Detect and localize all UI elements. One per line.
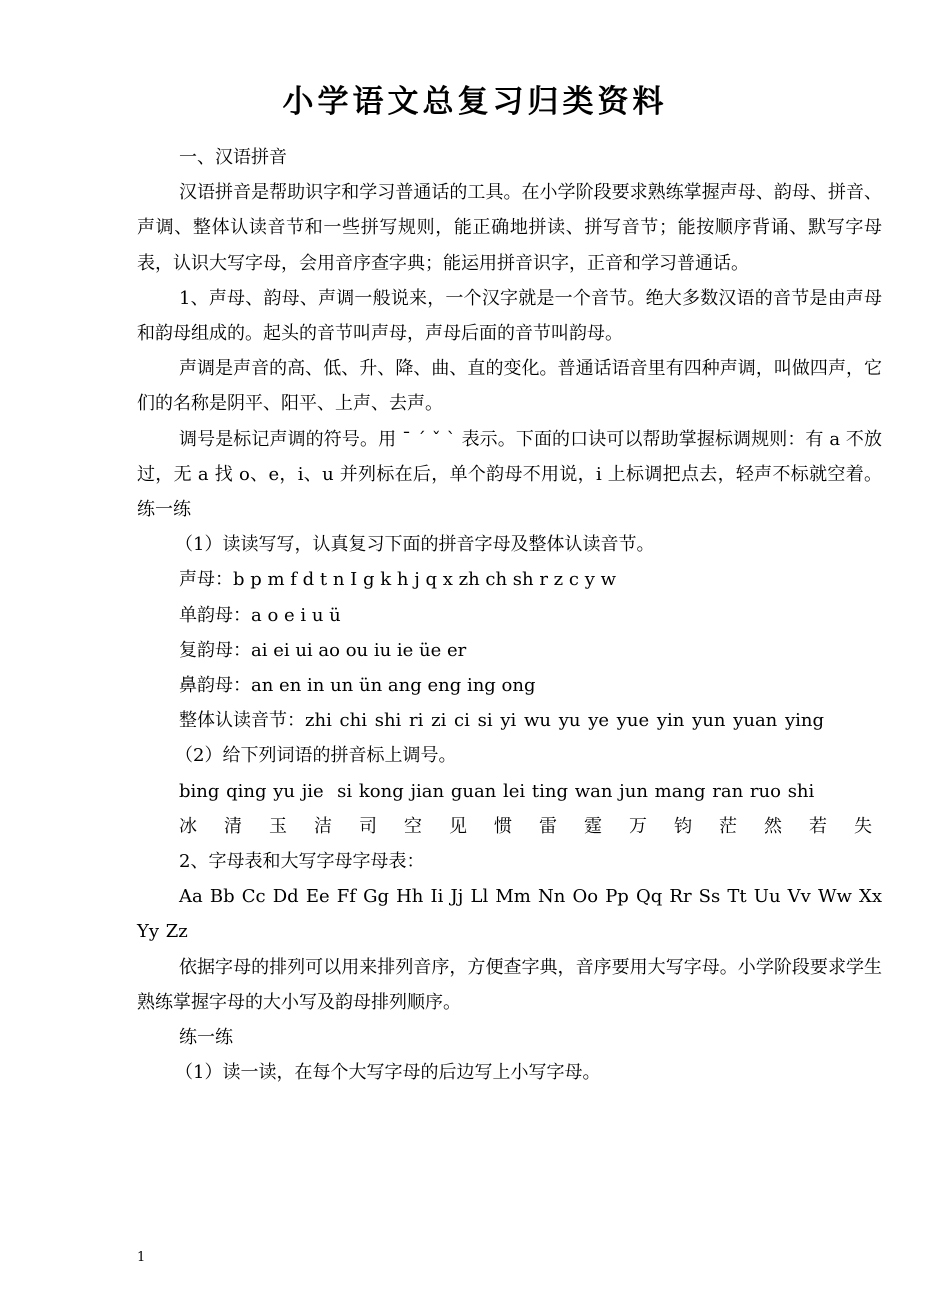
hanzi-char: 司 xyxy=(359,815,377,837)
hanzi-char: 失 xyxy=(854,815,872,837)
hanzi-char: 万 xyxy=(629,815,647,837)
document-body xyxy=(137,140,882,1090)
practice-heading: 练一练 xyxy=(179,1027,233,1049)
hanzi-char: 雷 xyxy=(539,815,557,837)
hanzi-char: 霆 xyxy=(584,815,602,837)
hanzi-char: 钧 xyxy=(674,815,692,837)
hanzi-char: 若 xyxy=(809,815,827,837)
hanzi-char: 空 xyxy=(404,815,422,837)
hanzi-char: 清 xyxy=(224,815,242,837)
section-heading-pinyin: 一、汉语拼音 xyxy=(179,147,287,168)
list-nasal-finals: 鼻韵母：an en in un ün ang eng ing ong xyxy=(179,675,536,697)
list-simple-finals: 单韵母：a o e i u ü xyxy=(179,604,341,626)
pinyin-words-line: bing qing yu jie si kong jian guan lei ting wan jun mang ran ruo shi xyxy=(179,780,815,802)
hanzi-char: 洁 xyxy=(314,815,332,837)
hanzi-char: 惯 xyxy=(494,815,512,837)
page-number: 1 xyxy=(137,1250,146,1265)
exercise-2-heading: （2）给下列词语的拼音标上调号。 xyxy=(175,745,457,767)
hanzi-char: 见 xyxy=(449,815,467,837)
exercise-read-write-heading: （1）读一读，在每个大写字母的后边写上小写字母。 xyxy=(175,1062,601,1084)
hanzi-char: 茫 xyxy=(719,815,737,837)
list-whole-syllables: 整体认读音节：zhi chi shi ri zi ci si yi wu yu ye yue yin yun yuan ying xyxy=(179,710,825,732)
alphabet-line: Aa Bb Cc Dd Ee Ff Gg Hh Ii Jj Ll Mm Nn Oo Pp Qq Rr Ss Tt Uu Vv Ww Xx Yy Zz xyxy=(137,886,882,943)
paragraph-initials-finals: 1、声母、韵母、声调一般说来，一个汉字就是一个音节。绝大多数汉语的音节是由声母和韵母组成的。起头的音节叫声母，声母后面的音节叫韵母。 xyxy=(137,287,882,345)
exercise-1-heading: （1）读读写写，认真复习下面的拼音字母及整体认读音节。 xyxy=(175,534,655,556)
hanzi-char: 然 xyxy=(764,815,782,837)
paragraph-pinyin-intro: 汉语拼音是帮助识字和学习普通话的工具。在小学阶段要求熟练掌握声母、韵母、拼音、声调、整体认读音节和一些拼写规则，能正确地拼读、拼写音节；能按顺序背诵、默写字母表，认识大写字母，会用音序查字典；能运用拼音识字，正音和学习普通话。 xyxy=(137,182,882,274)
list-initials: 声母：b p m f d t n I g k h j q x zh ch sh r z c y w xyxy=(179,569,616,591)
paragraph-tone-marks: 调号是标记声调的符号。用 ˉ ˊ ˇ ˋ 表示。下面的口诀可以帮助掌握标调规则：有 a 不放过，无 a 找 o、e，i、u 并列标在后，单个韵母不用说，i 上标调把点去，轻声不标就空着。练一练 xyxy=(137,428,882,521)
paragraph-tones: 声调是声音的高、低、升、降、曲、直的变化。普通话语音里有四种声调，叫做四声，它们的名称是阴平、阳平、上声、去声。 xyxy=(137,358,882,415)
hanzi-char: 玉 xyxy=(269,815,287,837)
hanzi-char: 冰 xyxy=(179,815,197,837)
list-compound-finals: 复韵母：ai ei ui ao ou iu ie üe er xyxy=(179,639,467,661)
hanzi-words-row xyxy=(137,809,882,844)
section-heading-alphabet: 2、字母表和大写字母字母表： xyxy=(179,851,425,873)
paragraph-alphabet-order: 依据字母的排列可以用来排列音序，方便查字典，音序要用大写字母。小学阶段要求学生熟练掌握字母的大小写及韵母排列顺序。 xyxy=(137,956,882,1013)
document-title: 小学语文总复习归类资料 xyxy=(282,84,668,120)
